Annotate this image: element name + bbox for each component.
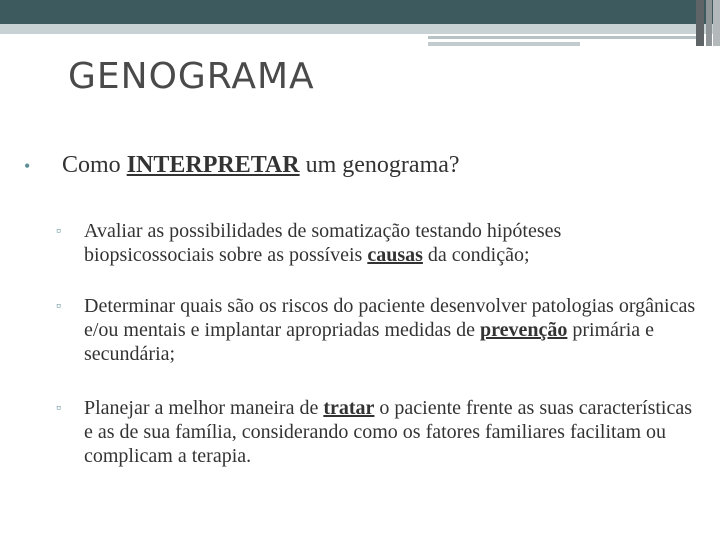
corner-stripe (696, 0, 704, 46)
sub-bullet-text (84, 396, 696, 468)
sub-bullet-emphasis: prevenção (479, 319, 568, 341)
sub-bullet-prevention (56, 294, 696, 366)
main-bullet-text (62, 152, 460, 179)
sub-bullet-text (84, 219, 696, 267)
bullet-dot-icon: • (24, 156, 31, 176)
square-bullet-icon: ▫ (56, 299, 61, 314)
corner-stripe (713, 0, 720, 46)
corner-stripe (706, 0, 712, 46)
sub-bullet-emphasis: tratar (323, 397, 375, 419)
square-bullet-icon: ▫ (56, 224, 61, 239)
sub-bullet-text-post: o paciente frente as suas características e as de sua família, considerando como os fatores familiares facilitam ou complicam a terapia. (84, 397, 693, 467)
sub-bullet-text-pre: Determinar quais são os riscos do paciente desenvolver patologias orgânicas e/ou mentais e implantar apropriadas medidas de (84, 295, 696, 341)
header-band (0, 24, 720, 34)
header-accent-strip-short (428, 42, 580, 46)
sub-bullet-text-pre: Avaliar as possibilidades de somatização testando hipóteses biopsicossociais sobre as possíveis (84, 220, 562, 266)
header-accent-strip (428, 36, 696, 39)
slide-title: GENOGRAMA (68, 56, 315, 97)
main-bullet-text-post: um genograma? (299, 152, 460, 178)
sub-bullet-causes (56, 219, 696, 267)
sub-bullet-treatment (56, 396, 696, 468)
main-bullet-emphasis: INTERPRETAR (126, 152, 300, 178)
main-bullet-text-pre: Como (62, 152, 127, 178)
square-bullet-icon: ▫ (56, 401, 61, 416)
sub-bullet-text-post: primária e secundária; (84, 319, 655, 365)
sub-bullet-emphasis: causas (367, 244, 423, 266)
sub-bullet-text-pre: Planejar a melhor maneira de (84, 397, 324, 419)
header-bar (0, 0, 720, 24)
sub-bullet-text-post: da condição; (422, 244, 530, 266)
sub-bullet-text (84, 294, 696, 366)
